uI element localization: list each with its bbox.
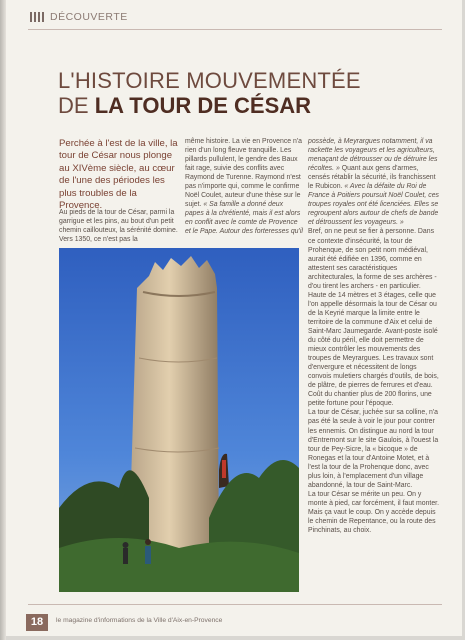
section-header	[30, 10, 128, 24]
header-divider	[28, 29, 442, 30]
magazine-page	[4, 0, 462, 636]
column-2-text	[185, 137, 303, 237]
page-number: 18	[26, 614, 48, 631]
page-binding	[0, 0, 6, 640]
footer-text: le magazine d'informations de la Ville d'Aix-en-Provence	[56, 617, 223, 624]
body-column-3	[308, 137, 440, 535]
title-line-2	[58, 93, 361, 118]
tower-photo-image	[59, 248, 299, 592]
column-3-quote-1: possède, à Meyrargues notamment, il va rackette les voyageurs et les agriculteurs, menaçant de détrousser ou de détruire les récoltes. »	[308, 138, 438, 173]
lead-paragraph: Perchée à l'est de la ville, la tour de César nous plonge au XIVème siècle, au cœur de l'une des périodes les plus troubles de la Provence.	[59, 138, 178, 212]
section-label: DÉCOUVERTE	[50, 11, 128, 23]
article-title	[58, 68, 361, 118]
column-3-paragraph-3: La tour de César, juchée sur sa colline, n'a pas été la seule à voir le jour pour contrer les ennemis. On distingue au nord la tour d'Entremont sur le site Gaulois, à l'ouest la tour de Pey-Sicre, la « bicoque » de Ronegas et la tour d'Antoine Motet, et à l'est la tour de la Prohenque donc, avec plus loin, à l'emplacement d'un village abandonné, la tour de Saint-Marc.	[308, 409, 439, 489]
column-3-text-1: Quant aux gens d'armes, censés rétablir la sécurité, ils franchissent le Rubicon.	[308, 165, 436, 191]
body-column-1	[59, 208, 179, 244]
column-2-text-main: même histoire. La vie en Provence n'a rien d'un long fleuve tranquille. Les pillards pullulent, le gendre des Baux fait rage, suivie des conflits avec Raymond de Turenne. Raymond n'est pas n'importe qui, comme le confirme Noël Coulet, auteur d'une thèse sur le sujet.	[185, 138, 302, 209]
column-3-paragraph-2: Bref, on ne peut se fier à personne. Dans ce contexte d'insécurité, la tour de Prohenque, de son petit nom médiéval, aurait été édifiée en 1396, comme en attestent ses caractéristiques architecturales, la forme de ses archères - d'ou tirent les archers - en particulier. Haute de 14 mètres et 3 étages, celle que l'on appelle désormais la tour de César ou de la Keyrié marque la limite entre le territoire de la commune d'Aix et celui de Saint-Marc Jaumegarde. Avant-poste isolé du côté du péril, elle doit permettre de mieux contrôler les mouvements des troupes de Meyrargues. Les travaux sont d'envergure et nécessitent de longs convois muletiers chargés d'outils, de bois, de plâtre, de pierres de ferrures et d'eau. Coût du chantier plus de 200 florins, une petite fortune pour l'époque.	[308, 228, 439, 408]
column-2-quote: « Sa famille a donné deux papes à la chrétienté, mais il est alors en conflit avec le comte de Provence et le Pape. Autour des forteresses qu'il	[185, 201, 303, 236]
title-line-2-bold: LA TOUR DE CÉSAR	[94, 93, 312, 118]
tower-photo	[59, 248, 299, 592]
footer-divider	[28, 604, 442, 605]
body-column-2	[185, 137, 303, 237]
title-line-1: L'HISTOIRE MOUVEMENTÉE	[58, 68, 361, 93]
column-3-quote-2: « Avec la défaite du Roi de France à Poitiers poursuit Noël Coulet, ces troupes royales ont été licenciées. Elles se regroupent alors autour de chefs de bande et détroussent les voyageurs. »	[308, 183, 439, 227]
title-line-2-prefix: DE	[58, 93, 95, 118]
column-1-text: Au pieds de la tour de César, parmi la garrigue et les pins, au bout d'un petit chemin caillouteux, la sérénité domine. Vers 1350, ce n'est pas la	[59, 209, 178, 244]
column-3-paragraph-4: La tour César se mérite un peu. On y monte à pied, car forcément, il faut monter. Mais ça vaut le coup. On y accède depuis le chemin de Repentance, ou la route des Pinchinats, au choix.	[308, 490, 439, 535]
column-3-paragraph-1	[308, 137, 440, 227]
section-bars-icon	[30, 12, 44, 22]
